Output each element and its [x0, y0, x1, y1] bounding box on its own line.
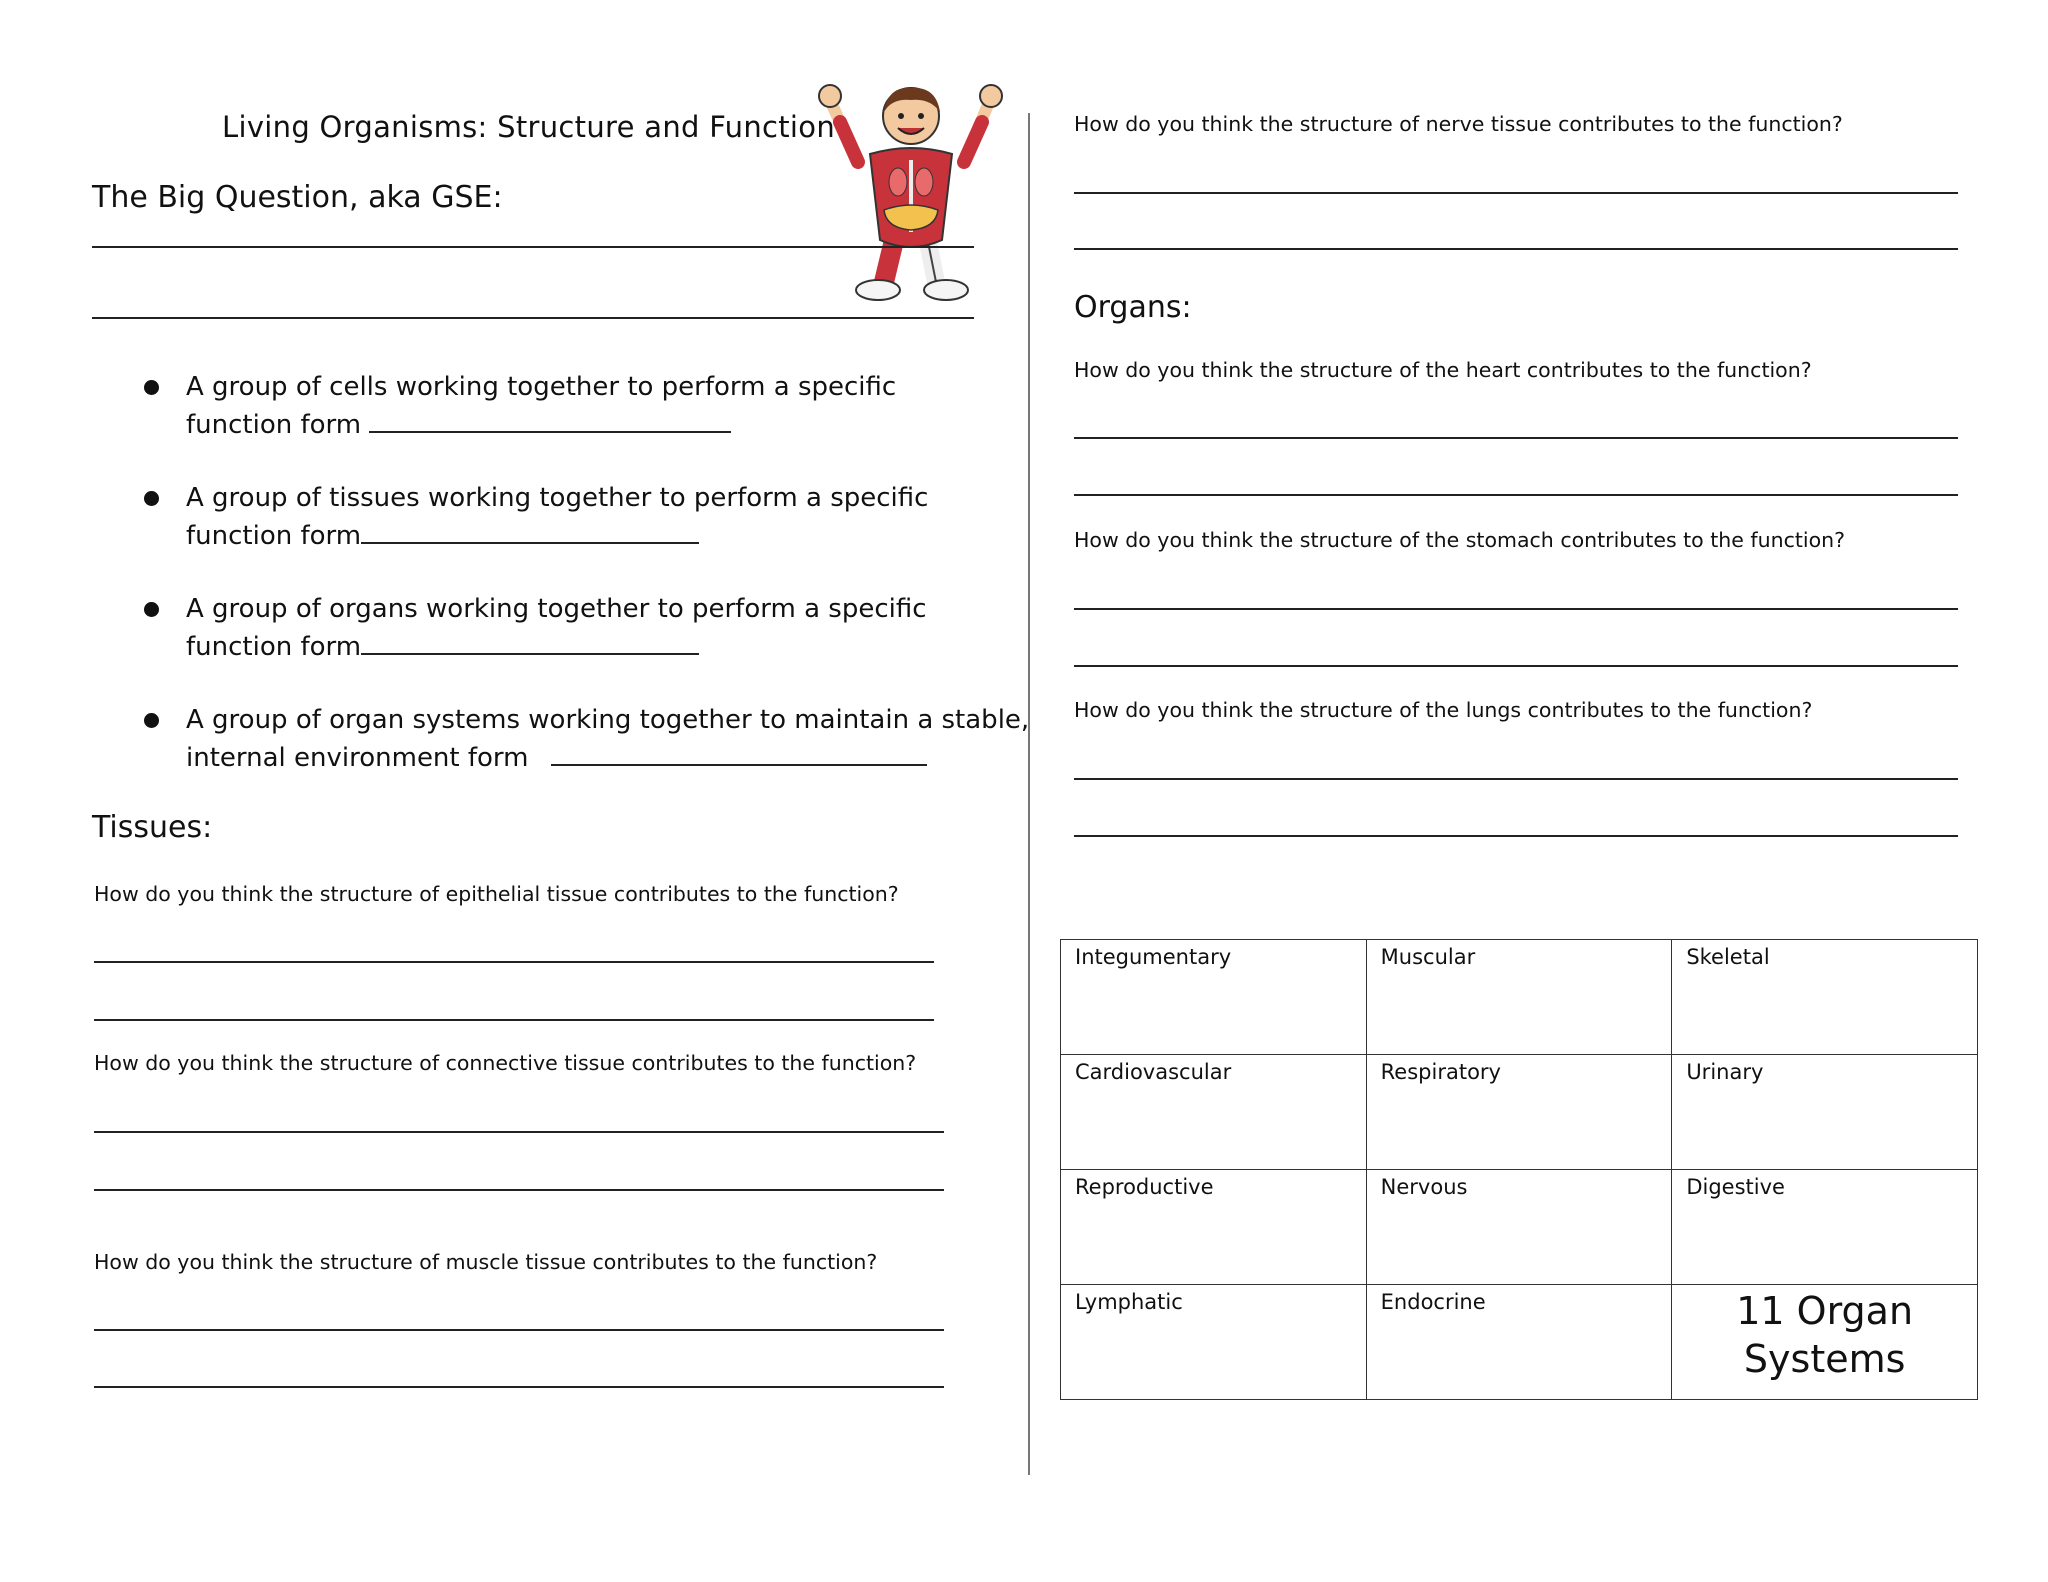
organ-question: How do you think the structure of the stomach contributes to the function?	[1074, 528, 1846, 552]
bullet-line: A group of cells working together to perform a specific	[186, 372, 897, 402]
answer-line	[1074, 665, 1958, 667]
table-cell	[1061, 1170, 1367, 1285]
table-row	[1061, 940, 1978, 1055]
organ-question: How do you think the structure of the lungs contributes to the function?	[1074, 698, 1813, 722]
bullet-line: A group of organ systems working together to maintain a stable,	[186, 705, 1030, 735]
grid-caption-line: Systems	[1743, 1337, 1906, 1381]
answer-line	[94, 1386, 944, 1388]
organ-system-label: Cardiovascular	[1075, 1060, 1232, 1084]
page-title: Living Organisms: Structure and Function	[222, 110, 835, 144]
organ-system-label: Digestive	[1686, 1175, 1785, 1199]
answer-line	[92, 317, 974, 319]
column-divider	[1028, 113, 1030, 1475]
fill-in-blank	[361, 516, 699, 544]
fill-in-blank	[369, 405, 731, 433]
table-cell	[1366, 1055, 1672, 1170]
table-cell	[1672, 1055, 1978, 1170]
bullet-item	[186, 703, 1029, 776]
bullet-line: A group of tissues working together to perform a specific	[186, 483, 929, 513]
tissue-question: How do you think the structure of connective tissue contributes to the function?	[94, 1051, 917, 1075]
organ-system-label: Endocrine	[1380, 1290, 1486, 1314]
answer-line	[1074, 835, 1958, 837]
answer-line	[94, 961, 934, 963]
fill-in-blank	[551, 738, 927, 766]
table-cell	[1672, 940, 1978, 1055]
table-cell	[1672, 1170, 1978, 1285]
table-cell	[1061, 1285, 1367, 1400]
organ-question: How do you think the structure of the heart contributes to the function?	[1074, 358, 1812, 382]
answer-line	[1074, 494, 1958, 496]
answer-line	[94, 1131, 944, 1133]
organ-system-label: Nervous	[1380, 1175, 1468, 1199]
bullet-line: function form	[186, 521, 362, 551]
answer-line	[1074, 608, 1958, 610]
bullet-line: A group of organs working together to perform a specific	[186, 594, 927, 624]
big-question-heading: The Big Question, aka GSE:	[92, 180, 503, 215]
table-row	[1061, 1170, 1978, 1285]
tissue-question: How do you think the structure of muscle tissue contributes to the function?	[94, 1250, 878, 1274]
bullet-item	[186, 592, 927, 665]
grid-caption	[1672, 1285, 1977, 1383]
fill-in-blank	[361, 627, 699, 655]
bullet-point	[144, 602, 159, 617]
bullet-item	[186, 481, 928, 554]
answer-line	[1074, 192, 1958, 194]
table-cell	[1366, 1170, 1672, 1285]
table-cell	[1061, 940, 1367, 1055]
answer-line	[94, 1019, 934, 1021]
answer-line	[1074, 778, 1958, 780]
bullet-point	[144, 713, 159, 728]
table-cell	[1672, 1285, 1978, 1400]
nerve-question: How do you think the structure of nerve tissue contributes to the function?	[1074, 112, 1843, 136]
table-cell	[1366, 940, 1672, 1055]
answer-line	[94, 1189, 944, 1191]
bullet-item	[186, 370, 896, 443]
bullet-point	[144, 380, 159, 395]
answer-line	[94, 1329, 944, 1331]
anatomy-mascot-illustration	[818, 82, 1004, 304]
organs-heading: Organs:	[1074, 290, 1192, 325]
answer-line	[1074, 248, 1958, 250]
grid-caption-line: 11 Organ	[1736, 1289, 1914, 1333]
bullet-line: function form	[186, 410, 370, 440]
organ-system-label: Lymphatic	[1075, 1290, 1183, 1314]
tissues-heading: Tissues:	[92, 810, 213, 845]
table-cell	[1366, 1285, 1672, 1400]
answer-line	[1074, 437, 1958, 439]
organ-system-label: Respiratory	[1380, 1060, 1501, 1084]
table-row	[1061, 1055, 1978, 1170]
answer-line	[92, 246, 974, 248]
organ-system-label: Urinary	[1686, 1060, 1764, 1084]
table-row	[1061, 1285, 1978, 1400]
organ-system-label: Skeletal	[1686, 945, 1770, 969]
organ-systems-table	[1060, 939, 1978, 1400]
organ-system-label: Muscular	[1380, 945, 1476, 969]
bullet-line: internal environment form	[186, 743, 537, 773]
organ-system-label: Integumentary	[1075, 945, 1232, 969]
table-cell	[1061, 1055, 1367, 1170]
bullet-point	[144, 491, 159, 506]
tissue-question: How do you think the structure of epithelial tissue contributes to the function?	[94, 882, 899, 906]
bullet-line: function form	[186, 632, 362, 662]
organ-system-label: Reproductive	[1075, 1175, 1214, 1199]
